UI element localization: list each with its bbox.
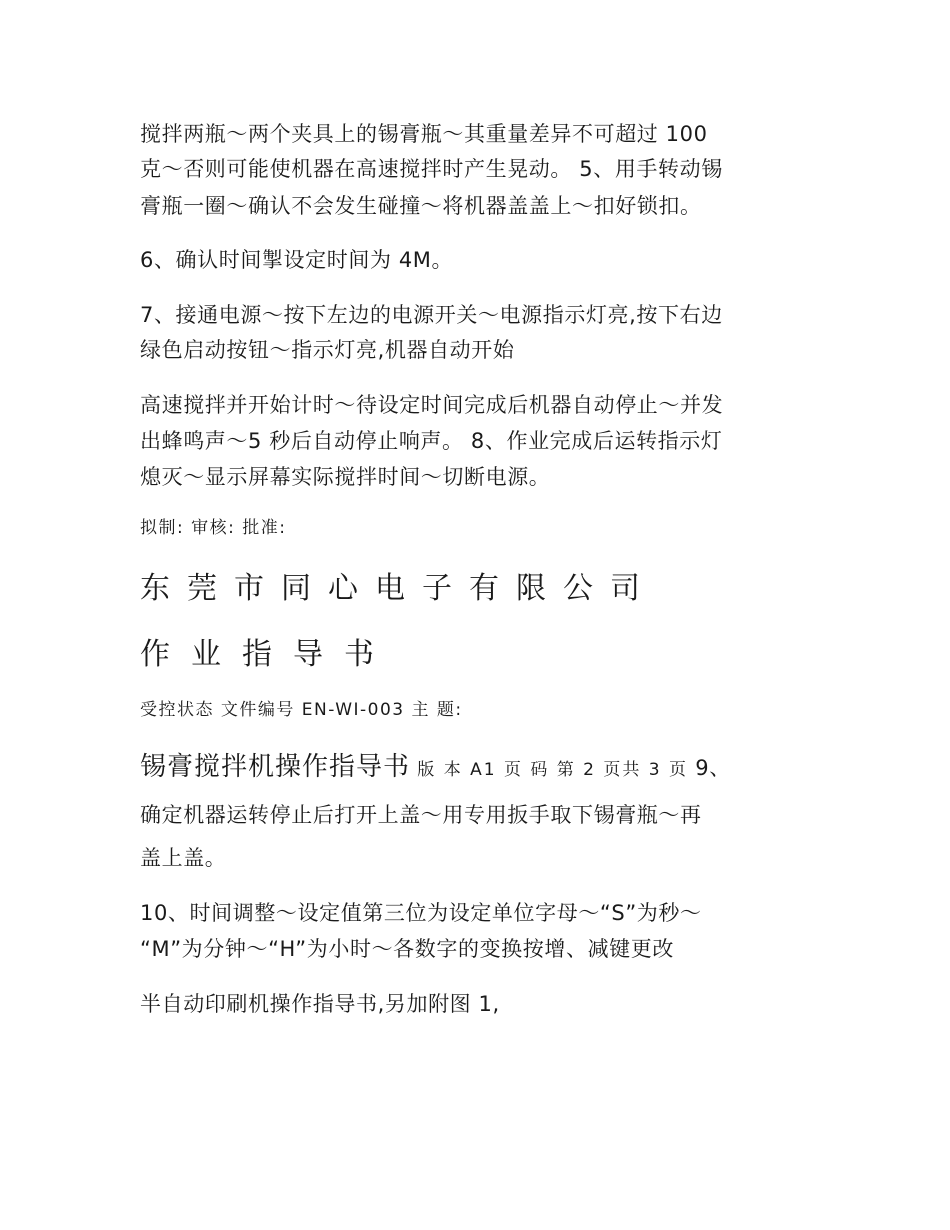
body-text-line: “M”为分钟～“H”为小时～各数字的变换按增、减键更改 (140, 937, 674, 961)
company-name: 东莞市同心电子有限公司 (140, 571, 657, 606)
body-text-line: 绿色启动按钮～指示灯亮,机器自动开始 (140, 338, 515, 362)
body-text-line: 熄灭～显示屏幕实际搅拌时间～切断电源。 (140, 465, 551, 489)
document-title: 作业指导书 (140, 637, 395, 672)
body-text-line: 10、时间调整～设定值第三位为设定单位字母～“S”为秒～ (140, 901, 702, 925)
step-number: 9、 (695, 756, 731, 780)
manual-title: 锡膏搅拌机操作指导书 (140, 752, 411, 782)
version-page-info: 版 本 A1 页 码 第 2 页共 3 页 (417, 760, 689, 780)
body-text-line: 高速搅拌并开始计时～待设定时间完成后机器自动停止～并发 (140, 393, 724, 417)
body-text-line: 膏瓶一圈～确认不会发生碰撞～将机器盖盖上～扣好锁扣。 (140, 194, 702, 218)
signoff-line: 拟制: 审核: 批准: (140, 518, 287, 538)
body-text-line: 出蜂鸣声～5 秒后自动停止响声。 8、作业完成后运转指示灯 (140, 429, 723, 453)
header-info-line (140, 754, 731, 780)
control-info-line: 受控状态 文件编号 EN-WI-003 主 题: (140, 700, 463, 720)
body-text-line: 克～否则可能使机器在高速搅拌时产生晃动。 5、用手转动锡 (140, 157, 723, 181)
body-text-line: 搅拌两瓶～两个夹具上的锡膏瓶～其重量差异不可超过 100 (140, 122, 708, 146)
body-text-line: 确定机器运转停止后打开上盖～用专用扳手取下锡膏瓶～再 (140, 803, 702, 827)
body-text-line: 7、接通电源～按下左边的电源开关～电源指示灯亮,按下右边 (140, 303, 723, 327)
body-text-line: 6、确认时间掣设定时间为 4M。 (140, 248, 454, 272)
body-text-line: 盖上盖。 (140, 846, 227, 870)
body-text-line: 半自动印刷机操作指导书,另加附图 1, (140, 992, 500, 1016)
